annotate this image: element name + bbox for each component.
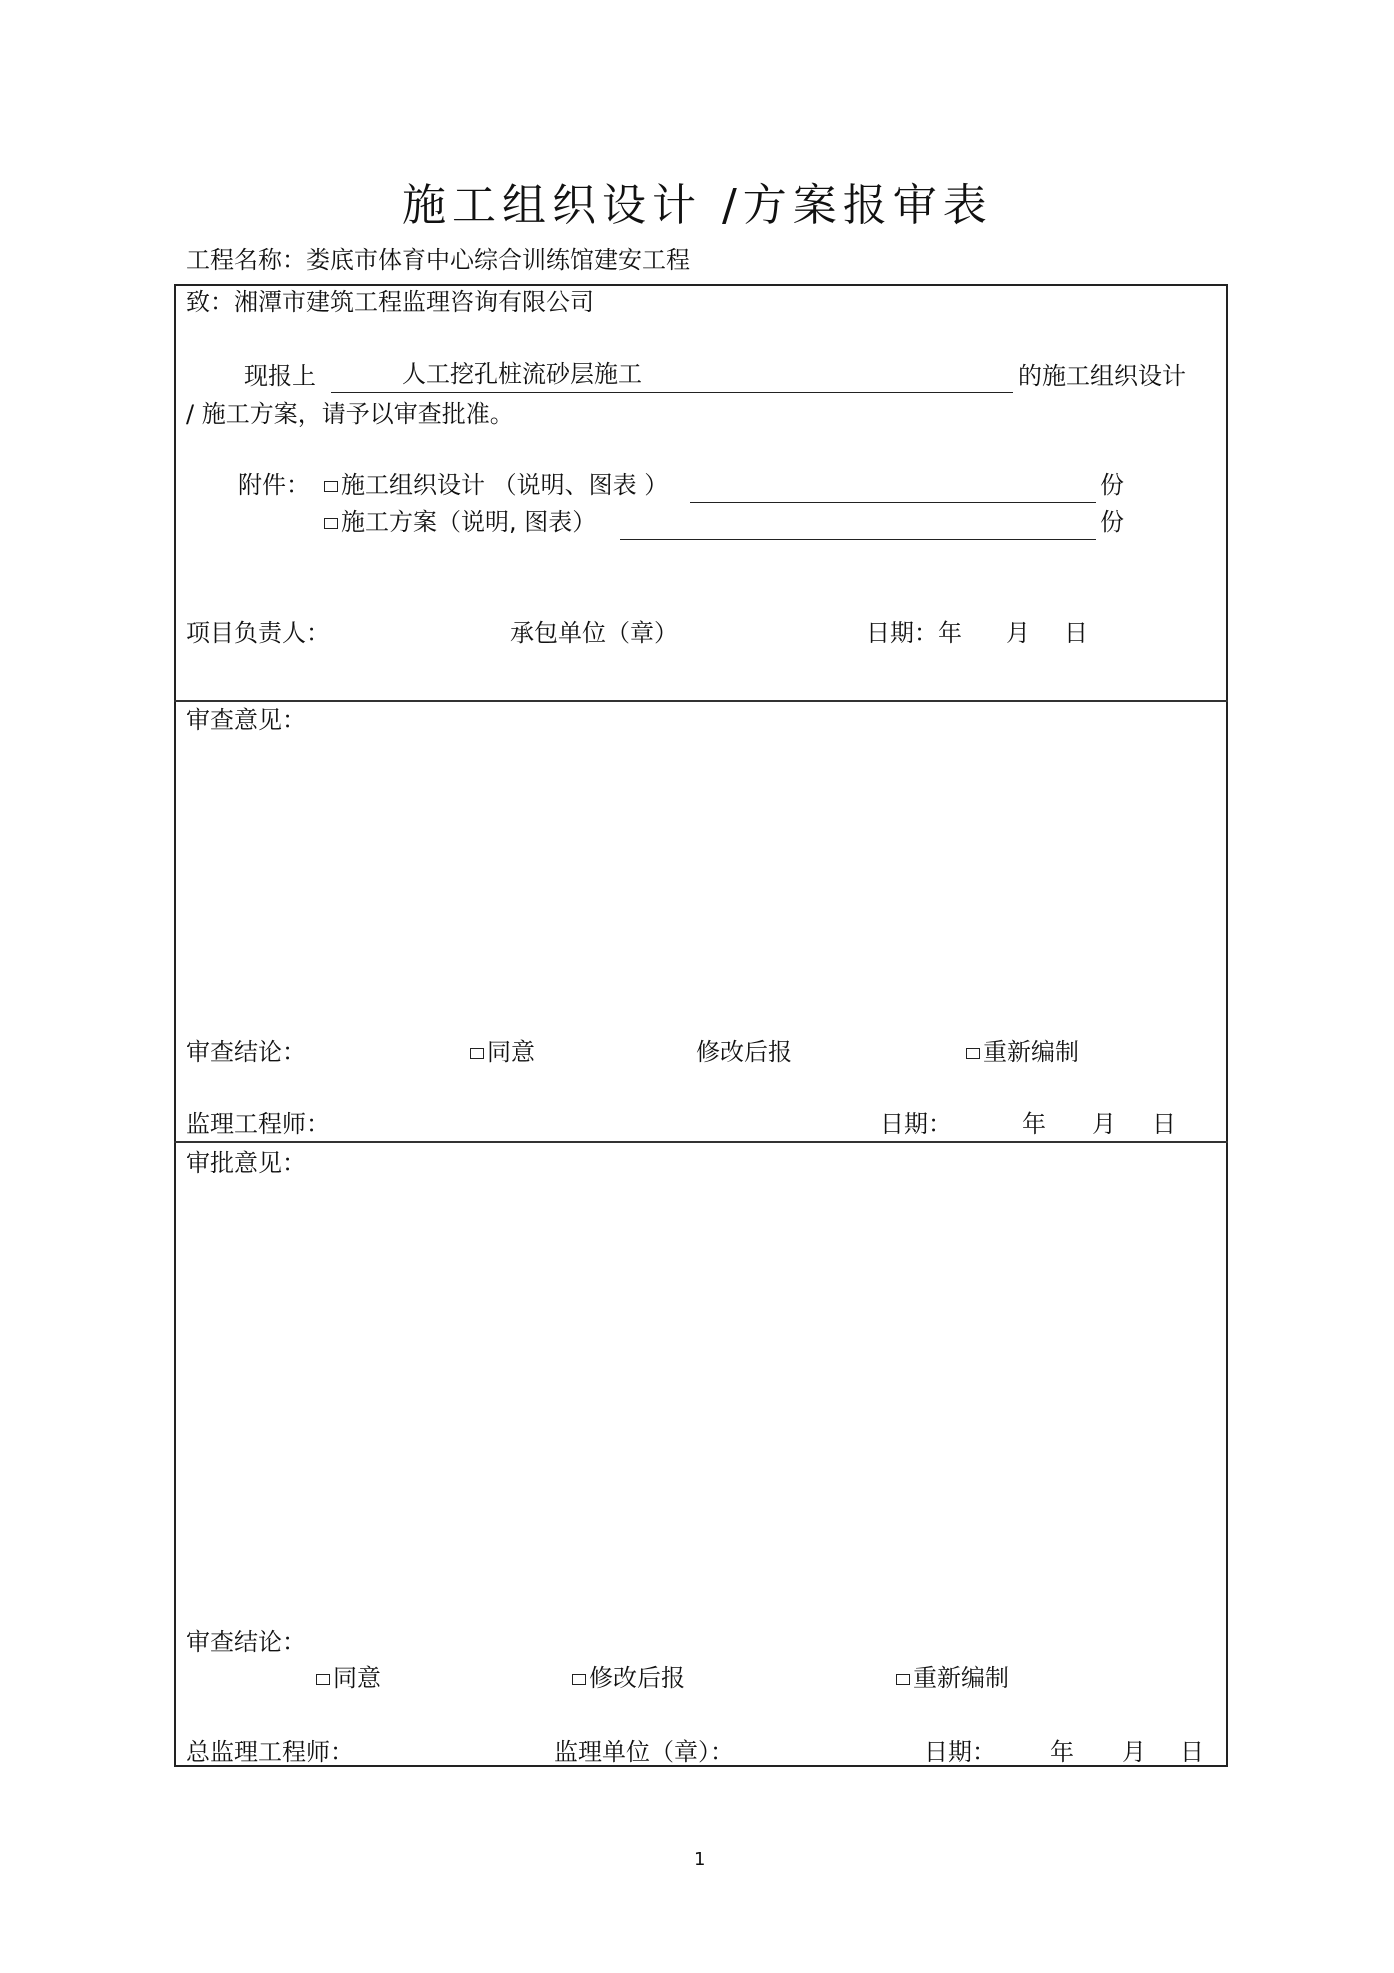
attachment-1-count-line — [690, 502, 1096, 503]
approval-option-revise-label: 修改后报 — [589, 1664, 685, 1692]
checkbox-icon[interactable] — [896, 1674, 910, 1685]
approval-date-day: 日 — [1180, 1738, 1204, 1766]
project-manager-label: 项目负责人： — [186, 619, 330, 647]
approval-option-agree[interactable] — [316, 1666, 381, 1690]
report-line2: / 施工方案，请予以审查批准。 — [186, 400, 514, 428]
approval-option-redo-label: 重新编制 — [913, 1664, 1009, 1692]
page-number: 1 — [694, 1849, 706, 1870]
review-date-year: 年 — [1022, 1110, 1046, 1138]
checkbox-icon[interactable] — [324, 518, 338, 529]
review-option-revise[interactable] — [696, 1040, 792, 1064]
review-option-revise-label: 修改后报 — [696, 1038, 792, 1066]
checkbox-icon[interactable] — [316, 1674, 330, 1685]
report-prefix: 现报上 — [244, 362, 316, 390]
approval-option-revise[interactable] — [572, 1666, 685, 1690]
approval-conclusion-label: 审查结论： — [186, 1628, 306, 1656]
approval-option-agree-label: 同意 — [333, 1664, 381, 1692]
review-date-day: 日 — [1152, 1110, 1176, 1138]
review-opinion-label: 审查意见： — [186, 706, 306, 734]
checkbox-icon[interactable] — [324, 481, 338, 492]
approval-opinion-label: 审批意见： — [186, 1149, 306, 1177]
contractor-date-month: 月 — [1006, 619, 1030, 647]
section-divider-2 — [174, 1141, 1228, 1143]
subject-underline — [331, 392, 1013, 393]
checkbox-icon[interactable] — [966, 1048, 980, 1059]
review-option-agree-label: 同意 — [487, 1038, 535, 1066]
review-date-month: 月 — [1092, 1110, 1116, 1138]
review-engineer-label: 监理工程师： — [186, 1110, 330, 1138]
attachment-2-unit: 份 — [1100, 508, 1124, 536]
review-option-redo-label: 重新编制 — [983, 1038, 1079, 1066]
report-suffix: 的施工组织设计 — [1018, 362, 1186, 390]
attachment-item-2[interactable] — [324, 510, 596, 534]
section-divider-1 — [174, 700, 1228, 702]
contractor-unit-label: 承包单位（章） — [510, 619, 678, 647]
attachments-label: 附件： — [238, 471, 310, 499]
form-frame — [174, 284, 1228, 1767]
attachment-item-1[interactable] — [324, 473, 668, 497]
review-date-label: 日期： — [880, 1110, 952, 1138]
page-title: 施工组织设计 /方案报审表 — [402, 180, 993, 231]
report-subject: 人工挖孔桩流砂层施工 — [402, 360, 642, 388]
chief-engineer-label: 总监理工程师： — [186, 1738, 354, 1766]
attachment-item-2-label: 施工方案（说明, 图表） — [341, 508, 597, 536]
attachment-2-count-line — [620, 539, 1096, 540]
contractor-date-label: 日期：年 — [866, 619, 962, 647]
project-name: 工程名称：娄底市体育中心综合训练馆建安工程 — [186, 246, 690, 274]
approval-date-month: 月 — [1122, 1738, 1146, 1766]
review-option-redo[interactable] — [966, 1040, 1079, 1064]
supervision-unit-label: 监理单位（章）： — [554, 1738, 734, 1766]
addressee: 致：湘潭市建筑工程监理咨询有限公司 — [186, 288, 594, 316]
attachment-1-unit: 份 — [1100, 471, 1124, 499]
approval-option-redo[interactable] — [896, 1666, 1009, 1690]
checkbox-icon[interactable] — [572, 1674, 586, 1685]
checkbox-icon[interactable] — [470, 1048, 484, 1059]
approval-date-year: 年 — [1050, 1738, 1074, 1766]
contractor-date-day: 日 — [1064, 619, 1088, 647]
approval-date-label: 日期： — [924, 1738, 996, 1766]
attachment-item-1-label: 施工组织设计 （说明、图表 ） — [341, 471, 669, 499]
review-option-agree[interactable] — [470, 1040, 535, 1064]
review-conclusion-label: 审查结论： — [186, 1038, 306, 1066]
